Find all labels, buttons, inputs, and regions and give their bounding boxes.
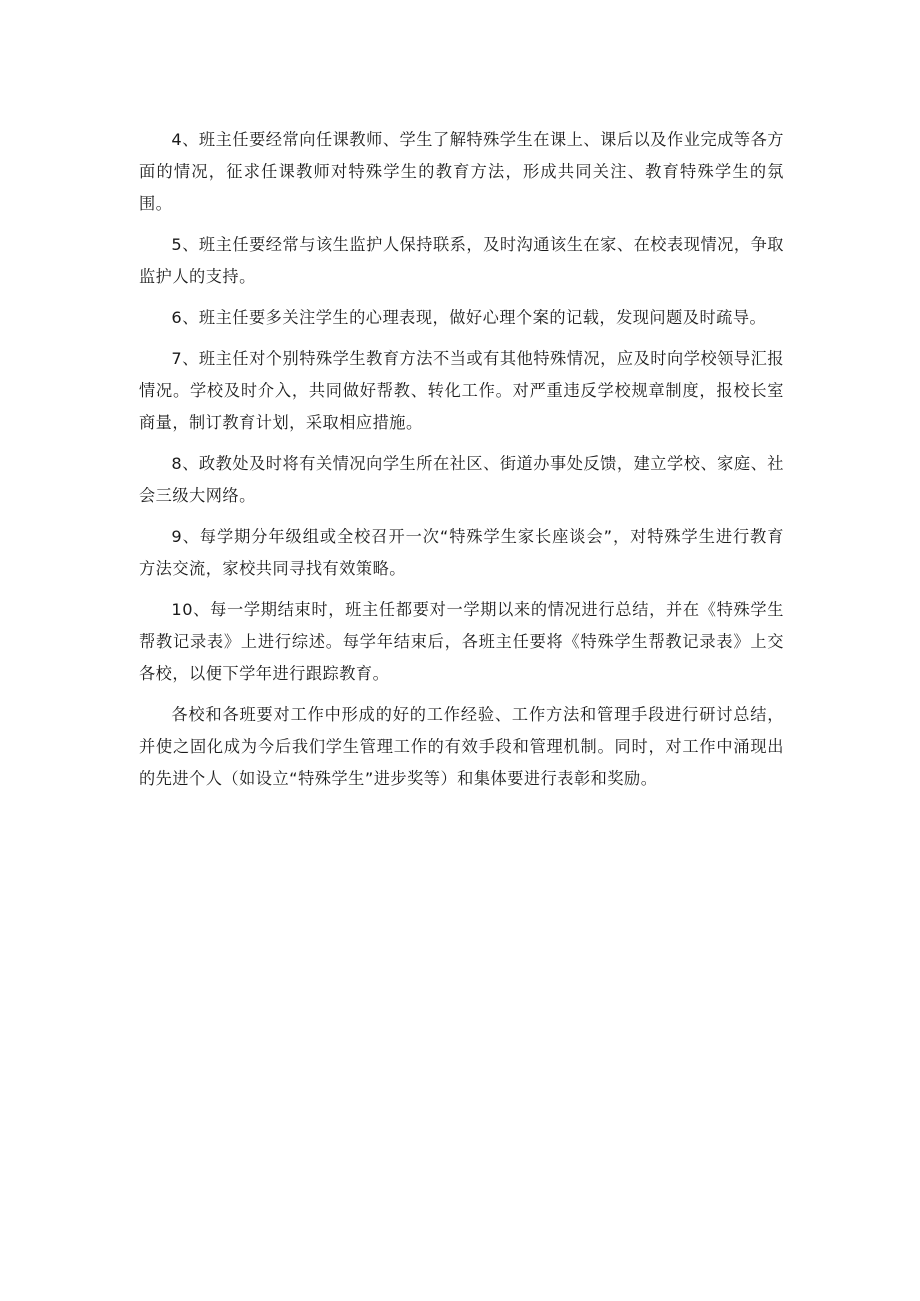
paragraph-item-9: 9、每学期分年级组或全校召开一次“特殊学生家长座谈会”，对特殊学生进行教育方法交流，家校共同寻找有效策略。 (139, 527, 784, 578)
paragraph-item-10: 10、每一学期结束时，班主任都要对一学期以来的情况进行总结，并在《特殊学生帮教记录表》上进行综述。每学年结束后，各班主任要将《特殊学生帮教记录表》上交各校，以便下学年进行跟踪教育。 (139, 600, 784, 683)
paragraph-item-6: 6、班主任要多关注学生的心理表现，做好心理个案的记载，发现问题及时疏导。 (171, 308, 767, 327)
paragraph-item-7: 7、班主任对个别特殊学生教育方法不当或有其他特殊情况，应及时向学校领导汇报情况。学校及时介入，共同做好帮教、转化工作。对严重违反学校规章制度，报校长室商量，制订教育计划，采取相应措施。 (139, 349, 784, 432)
paragraph-item-5: 5、班主任要经常与该生监护人保持联系，及时沟通该生在家、在校表现情况，争取监护人的支持。 (139, 235, 784, 286)
document-body (139, 124, 784, 804)
paragraph-item-8: 8、政教处及时将有关情况向学生所在社区、街道办事处反馈，建立学校、家庭、社会三级大网络。 (139, 454, 784, 505)
paragraph-item-4: 4、班主任要经常向任课教师、学生了解特殊学生在课上、课后以及作业完成等各方面的情况，征求任课教师对特殊学生的教育方法，形成共同关注、教育特殊学生的氛围。 (139, 130, 784, 213)
closing-paragraph: 各校和各班要对工作中形成的好的工作经验、工作方法和管理手段进行研讨总结，并使之固化成为今后我们学生管理工作的有效手段和管理机制。同时，对工作中涌现出的先进个人（如设立“特殊学生”进步奖等）和集体要进行表彰和奖励。 (139, 705, 784, 788)
